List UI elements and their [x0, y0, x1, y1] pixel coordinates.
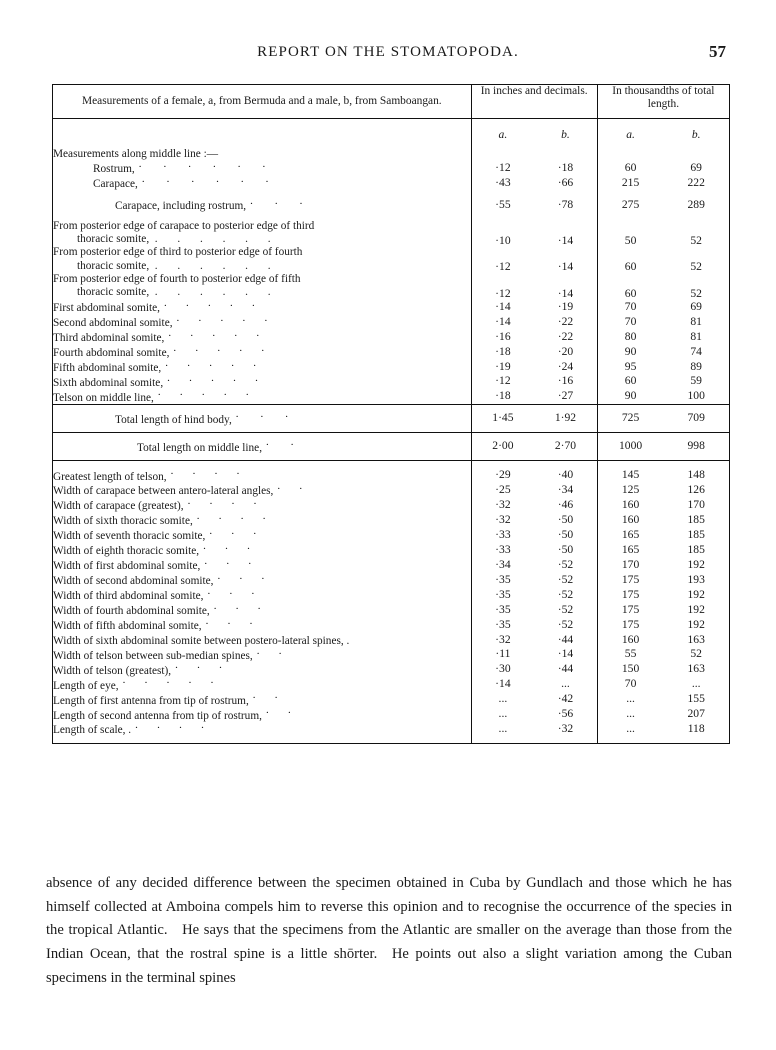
blank-cell — [597, 148, 663, 161]
table-row — [53, 220, 730, 247]
row-value-b: ·52 — [557, 617, 574, 631]
leader-dots: . . — [265, 704, 291, 717]
row-value-ta: ... — [597, 722, 663, 743]
spacer-cell — [597, 119, 663, 129]
row-value-a: ·32 — [471, 633, 534, 648]
spacer-cell — [53, 141, 472, 148]
leader-dots: . . . — [209, 525, 257, 537]
row-label: Width of telson between sub-median spines, . . — [53, 647, 472, 662]
row-value-b: 2·70 — [554, 439, 577, 453]
row-label: Width of sixth abdominal somite between postero-lateral spines, . — [53, 633, 472, 648]
leader-dots: . . . . . . — [138, 158, 266, 171]
leader-dots: . . . . . — [164, 296, 255, 309]
row-label: Total length of hind body, . . . — [53, 405, 472, 432]
row-value-tb: 170 — [687, 498, 705, 512]
row-value-b: ·32 — [557, 722, 574, 736]
row-value-b: ·50 — [557, 542, 574, 556]
row-label: Width of first abdominal somite, . . . — [53, 558, 472, 573]
row-label: Fifth abdominal somite, . . . . . — [53, 360, 472, 375]
row-value-tb: 118 — [687, 722, 705, 736]
leader-dots — [353, 633, 466, 644]
row-value-tb: 59 — [690, 374, 702, 388]
row-value-ta: 215 — [597, 176, 663, 191]
spacer-cell — [471, 141, 534, 148]
measurements-table-wrapper — [52, 84, 730, 744]
leader-dots: . . . . . — [173, 341, 265, 354]
row-value-ta: 175 — [597, 588, 663, 603]
row-value-b: ... — [561, 677, 570, 691]
leader-dots: . . . — [213, 599, 261, 612]
spacer-cell — [597, 191, 663, 198]
row-value-a: ·14 — [471, 315, 534, 330]
row-value-tb: 192 — [687, 602, 705, 616]
row-value-tb: 69 — [690, 299, 702, 313]
row-label: Width of sixth thoracic somite, . . . . — [53, 513, 472, 528]
row-value-a: 1·45 — [471, 405, 534, 432]
row-value-tb: 163 — [687, 662, 705, 676]
row-value-ta: 1000 — [597, 433, 663, 460]
row-label: Second abdominal somite, . . . . . — [53, 315, 472, 330]
paragraph: absence of any decided difference between the specimen obtained in Cuba by Gundlach and those which he has himself collected at Amboina compels him to reverse this opinion and to recognise the occurrence of the species in the tropical Atlantic. He says that the specimens from the Atlantic are smaller on the average than those from the Indian Ocean, that the rostral spine is a little shōrter. He points out also a slight variation among the Cuban specimens in the terminal spines — [46, 875, 732, 986]
row-value-a: ·14 — [471, 677, 534, 692]
row-value-ta: ... — [597, 692, 663, 707]
leader-dots: . . — [252, 689, 278, 702]
leader-dots: . . . — [204, 554, 252, 567]
row-value-ta: 125 — [597, 483, 663, 498]
row-value-a: ·35 — [471, 603, 534, 618]
row-value-b: ·18 — [557, 161, 574, 175]
table-header-row — [53, 85, 730, 119]
row-value-ta: 60 — [597, 374, 663, 389]
leader-dots: . . . . — [187, 495, 257, 508]
blank-cell — [471, 148, 534, 161]
row-label: Fourth abdominal somite, . . . . . — [53, 345, 472, 360]
row-value-tb: 148 — [687, 468, 705, 482]
spacer-cell — [663, 213, 729, 220]
row-value-b: ·14 — [557, 286, 574, 300]
spacer — [53, 141, 730, 148]
group-title: Measurements along middle line :— — [53, 148, 219, 161]
row-value-a: ·30 — [471, 662, 534, 677]
leader-dots: . . — [266, 436, 294, 449]
row-value-ta: 95 — [597, 360, 663, 375]
row-value-tb: 192 — [687, 557, 705, 571]
spacer-cell — [534, 141, 597, 148]
row-value-a: ... — [471, 707, 534, 722]
row-label: Width of carapace between antero-lateral angles, . . — [53, 483, 472, 498]
row-label: Width of fourth abdominal somite, . . . — [53, 603, 472, 618]
row-value-a: ·35 — [471, 618, 534, 633]
row-label: Telson on middle line, . . . . . — [53, 389, 472, 404]
table-row — [53, 722, 730, 743]
row-value-b: ·24 — [557, 359, 574, 373]
row-label: Length of eye, . . . . . — [53, 677, 472, 692]
row-label: Greatest length of telson, . . . . — [53, 468, 472, 483]
row-value-a: ·43 — [471, 176, 534, 191]
row-value-tb: 709 — [687, 411, 705, 425]
row-value-tb: 192 — [687, 587, 705, 601]
row-value-ta: 160 — [597, 498, 663, 513]
subheader-b-thousandths: b. — [691, 128, 701, 142]
row-value-a: ·35 — [471, 588, 534, 603]
row-value-tb: 222 — [687, 175, 705, 189]
row-value-a: ·12 — [471, 273, 534, 300]
row-value-b: ·52 — [557, 587, 574, 601]
spacer-cell — [534, 461, 597, 469]
row-value-a: ·34 — [471, 558, 534, 573]
row-value-ta: 170 — [597, 558, 663, 573]
row-value-ta: 70 — [597, 677, 663, 692]
row-label: Width of telson (greatest), . . . — [53, 662, 472, 677]
row-value-tb: 185 — [687, 542, 705, 556]
spacer-cell — [597, 461, 663, 469]
row-value-ta: 80 — [597, 330, 663, 345]
row-value-a: ·14 — [471, 300, 534, 315]
row-label: Width of fifth abdominal somite, . . . — [53, 618, 472, 633]
row-value-b: ·52 — [557, 572, 574, 586]
spacer-cell — [534, 213, 597, 220]
row-label: Total length on middle line, . . — [53, 433, 472, 460]
total-hind-body-row — [53, 405, 730, 432]
leader-dots: . . . . . — [176, 311, 268, 324]
subheader-blank — [53, 128, 472, 141]
row-value-a: ·18 — [471, 389, 534, 404]
page-number: 57 — [709, 42, 726, 61]
row-label: From posterior edge of carapace to posterior edge of third thoracic somite, . . . . . . — [53, 219, 315, 246]
row-value-a: ... — [471, 722, 534, 743]
leader-dots: . . . — [217, 569, 265, 582]
leader-dots: . . . . . — [157, 386, 249, 399]
leader-dots: . . . . . . — [141, 172, 269, 185]
row-value-b: ·44 — [557, 632, 574, 646]
subheader-a-inches: a. — [471, 128, 534, 141]
row-value-a: ·19 — [471, 360, 534, 375]
leader-dots: . . . . — [135, 719, 204, 732]
spacer-cell — [534, 119, 597, 129]
row-value-b: ·52 — [557, 557, 574, 571]
row-label: Width of carapace (greatest), . . . . — [53, 498, 472, 513]
leader-dots: . . . — [205, 614, 253, 627]
row-value-tb: 163 — [687, 632, 705, 646]
row-value-a: ·11 — [471, 647, 534, 662]
row-value-tb: 52 — [690, 286, 702, 300]
running-head: REPORT ON THE STOMATOPODA. — [257, 44, 519, 60]
row-value-ta: 150 — [597, 662, 663, 677]
leader-dots: . . . — [175, 659, 222, 672]
leader-dots: . . . . . — [167, 371, 258, 384]
leader-dots: . . . — [250, 194, 303, 207]
leader-dots: . . — [277, 480, 303, 493]
table-header-description: Measurements of a female, a, from Bermuda and a male, b, from Samboangan. — [53, 85, 472, 119]
leader-dots: . . . . — [196, 510, 266, 523]
spacer-cell — [663, 119, 729, 129]
spacer-cell — [597, 213, 663, 220]
row-value-b: ·19 — [557, 299, 574, 313]
row-value-b: ·40 — [557, 468, 574, 482]
row-value-a: ·32 — [471, 498, 534, 513]
spacer — [53, 119, 730, 129]
row-value-ta: 70 — [597, 315, 663, 330]
row-value-tb: 207 — [687, 707, 705, 721]
row-value-ta: 165 — [597, 528, 663, 543]
total-middle-line-row — [53, 433, 730, 460]
spacer — [53, 213, 730, 220]
row-value-ta: 60 — [597, 273, 663, 300]
row-value-a: ·16 — [471, 330, 534, 345]
blank-cell — [534, 148, 597, 161]
row-value-tb: 193 — [687, 572, 705, 586]
body-text — [46, 872, 732, 990]
row-value-tb: 185 — [687, 513, 705, 527]
measurements-table — [52, 84, 730, 744]
row-value-ta: 70 — [597, 300, 663, 315]
row-label: From posterior edge of fourth to posterior edge of fifth thoracic somite, . . . . . . — [53, 273, 301, 299]
row-value-tb: 289 — [687, 197, 705, 211]
leader-dots: . . . — [235, 408, 289, 421]
row-value-tb: 89 — [690, 359, 702, 373]
row-value-ta: 55 — [597, 647, 663, 662]
row-value-a: ·12 — [471, 246, 534, 273]
row-label: Rostrum, . . . . . . — [53, 161, 472, 176]
row-value-b: ·46 — [557, 498, 574, 512]
row-value-b: ·20 — [557, 344, 574, 358]
spacer-cell — [663, 191, 729, 198]
row-value-ta: 165 — [597, 543, 663, 558]
row-value-b: ·14 — [557, 260, 574, 274]
row-value-a: ·29 — [471, 468, 534, 483]
row-label: Length of first antenna from tip of rostrum, . . — [53, 692, 472, 707]
row-label: Length of scale, . . . . . — [53, 722, 472, 743]
blank-cell — [663, 148, 729, 161]
row-value-a: ·33 — [471, 543, 534, 558]
row-value-a: ·12 — [471, 161, 534, 176]
row-value-tb: ... — [691, 677, 701, 691]
row-label: Width of second abdominal somite, . . . — [53, 573, 472, 588]
row-value-ta: 175 — [597, 603, 663, 618]
spacer-cell — [53, 213, 472, 220]
subheader-b-inches: b. — [561, 128, 570, 142]
row-value-a: ·32 — [471, 513, 534, 528]
row-value-a: ·33 — [471, 528, 534, 543]
row-value-tb: 126 — [687, 483, 705, 497]
row-value-b: ·78 — [557, 197, 574, 211]
table-header-thousandths: In thousandths of total length. — [597, 85, 729, 119]
row-value-b: ·34 — [557, 483, 574, 497]
row-label: From posterior edge of third to posterior edge of fourth thoracic somite, . . . . . . — [53, 246, 303, 272]
row-value-ta: ... — [597, 707, 663, 722]
row-value-tb: 155 — [687, 692, 705, 706]
row-value-b: ·22 — [557, 314, 574, 328]
row-label: Third abdominal somite, . . . . . — [53, 330, 472, 345]
table-header-inches: In inches and decimals. — [471, 85, 597, 119]
row-label: Length of second antenna from tip of rostrum, . . — [53, 707, 472, 722]
spacer-cell — [53, 119, 472, 129]
spacer-cell — [471, 119, 534, 129]
leader-dots: . . . . — [170, 465, 240, 478]
row-value-tb: 74 — [690, 344, 702, 358]
row-value-ta: 725 — [597, 405, 663, 432]
table-row — [53, 246, 730, 273]
spacer-cell — [663, 461, 729, 469]
row-value-b: ·66 — [557, 175, 574, 189]
spacer-cell — [663, 141, 729, 148]
spacer-cell — [597, 141, 663, 148]
row-value-a: ·35 — [471, 573, 534, 588]
row-value-b: ·42 — [557, 692, 574, 706]
row-value-ta: 275 — [597, 198, 663, 213]
spacer-cell — [471, 191, 534, 198]
row-value-b: ·16 — [557, 374, 574, 388]
row-value-b: ·50 — [557, 513, 574, 527]
spacer-cell — [471, 461, 534, 469]
row-value-ta: 145 — [597, 468, 663, 483]
table-subheader-row — [53, 128, 730, 141]
row-value-ta: 175 — [597, 573, 663, 588]
row-value-a: ·55 — [471, 198, 534, 213]
row-value-a: ·12 — [471, 374, 534, 389]
leader-dots: . . . — [207, 584, 255, 597]
row-value-tb: 100 — [687, 389, 705, 403]
leader-dots: . . . . . — [168, 326, 260, 339]
row-value-tb: 185 — [687, 527, 705, 541]
row-label: Width of eighth thoracic somite, . . . — [53, 543, 472, 558]
row-value-a: 2·00 — [471, 433, 534, 460]
row-label: Carapace, including rostrum, . . . — [53, 198, 472, 213]
row-value-b: ·56 — [557, 707, 574, 721]
leader-dots: . . — [256, 644, 282, 657]
row-label: Carapace, . . . . . . — [53, 176, 472, 191]
row-value-a: ... — [471, 692, 534, 707]
subheader-a-thousandths: a. — [597, 128, 663, 141]
row-value-a: ·10 — [471, 220, 534, 247]
row-value-b: ·22 — [557, 329, 574, 343]
row-value-ta: 60 — [597, 246, 663, 273]
row-label: First abdominal somite, . . . . . — [53, 300, 472, 315]
row-value-tb: 52 — [690, 647, 702, 661]
row-label: Width of seventh thoracic somite, . . . — [53, 528, 472, 543]
row-value-b: ·52 — [557, 602, 574, 616]
row-value-b: ·27 — [557, 389, 574, 403]
row-value-b: ·44 — [557, 662, 574, 676]
spacer-cell — [471, 213, 534, 220]
row-value-ta: 90 — [597, 389, 663, 404]
row-value-ta: 90 — [597, 345, 663, 360]
row-value-ta: 50 — [597, 220, 663, 247]
table-row — [53, 273, 730, 300]
row-value-b: 1·92 — [554, 411, 577, 425]
row-value-a: ·25 — [471, 483, 534, 498]
row-value-tb: 81 — [690, 329, 702, 343]
row-value-tb: 52 — [690, 233, 702, 247]
row-value-tb: 998 — [687, 439, 705, 453]
row-value-a: ·18 — [471, 345, 534, 360]
leader-dots: . . . . . — [165, 356, 257, 369]
row-value-ta: 160 — [597, 513, 663, 528]
row-label: Width of third abdominal somite, . . . — [53, 588, 472, 603]
table-row — [53, 176, 730, 191]
table-row — [53, 389, 730, 404]
row-value-tb: 192 — [687, 617, 705, 631]
row-value-b: ·50 — [557, 527, 574, 541]
table-row — [53, 198, 730, 213]
spacer-cell — [534, 191, 597, 198]
row-value-b: ·14 — [557, 233, 574, 247]
row-value-b: ·14 — [557, 647, 574, 661]
row-value-tb: 52 — [690, 260, 702, 274]
row-value-tb: 81 — [690, 314, 702, 328]
leader-dots: . . . — [203, 539, 250, 552]
row-value-ta: 160 — [597, 633, 663, 648]
row-value-ta: 60 — [597, 161, 663, 176]
row-label: Sixth abdominal somite, . . . . . — [53, 374, 472, 389]
leader-dots: . . . . . — [122, 674, 214, 687]
row-value-ta: 175 — [597, 618, 663, 633]
row-value-tb: 69 — [690, 161, 702, 175]
